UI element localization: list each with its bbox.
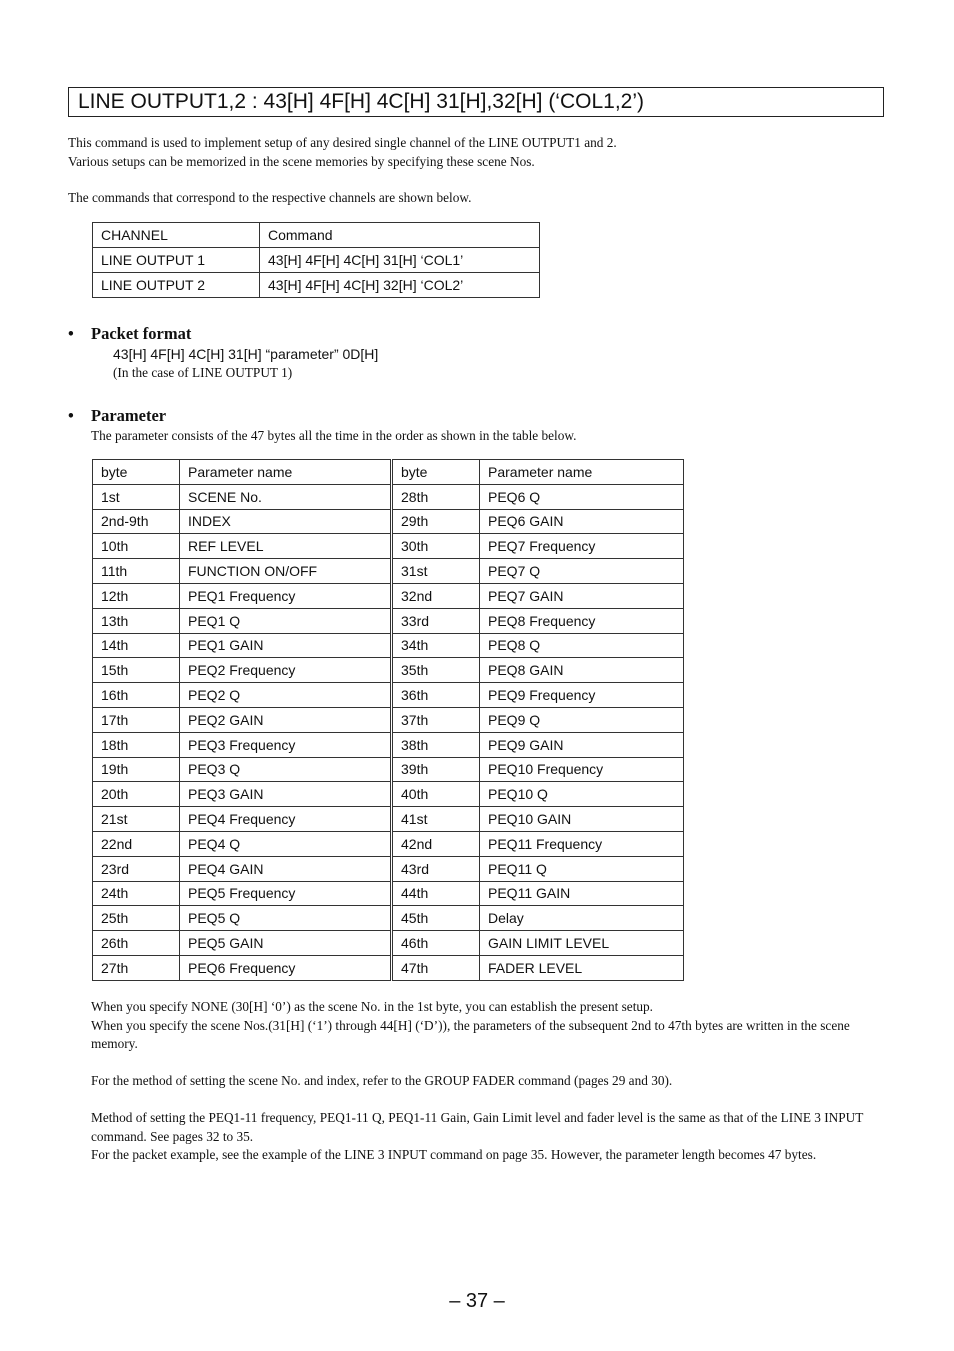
- parameter-name-cell: PEQ7 GAIN: [480, 583, 684, 608]
- parameter-name-cell: PEQ6 GAIN: [480, 509, 684, 534]
- packet-format-note: (In the case of LINE OUTPUT 1): [113, 365, 293, 380]
- byte-cell: 40th: [392, 782, 480, 807]
- note-line: For the method of setting the scene No. and index, refer to the GROUP FADER command (pages 29 and 30).: [91, 1073, 673, 1088]
- byte-cell: 32nd: [392, 583, 480, 608]
- note-line: When you specify NONE (30[H] ‘0’) as the scene No. in the 1st byte, you can establish the present setup.: [91, 999, 654, 1014]
- table-row: [93, 831, 684, 856]
- byte-cell: 14th: [93, 633, 180, 658]
- parameter-name-cell: PEQ7 Q: [480, 559, 684, 584]
- parameter-name-cell: PEQ8 GAIN: [480, 658, 684, 683]
- table-row: [93, 807, 684, 832]
- byte-cell: 1st: [93, 484, 180, 509]
- byte-cell: 36th: [392, 683, 480, 708]
- table-row: [93, 484, 684, 509]
- parameter-name-cell: PEQ9 GAIN: [480, 732, 684, 757]
- parameter-name-cell: FUNCTION ON/OFF: [180, 559, 392, 584]
- page-number: – 37 –: [449, 1290, 505, 1312]
- table-row: [93, 509, 684, 534]
- packet-format-string: 43[H] 4F[H] 4C[H] 31[H] “parameter” 0D[H]: [113, 346, 379, 362]
- command-cell: 43[H] 4F[H] 4C[H] 31[H] ‘COL1’: [260, 248, 540, 273]
- byte-cell: 15th: [93, 658, 180, 683]
- table-row: [93, 707, 684, 732]
- parameter-name-cell: PEQ11 GAIN: [480, 881, 684, 906]
- intro-line-1: This command is used to implement setup of any desired single channel of the LINE OUTPUT1 and 2.: [68, 135, 617, 150]
- bullet-point: •: [68, 406, 74, 425]
- parameter-name-cell: INDEX: [180, 509, 392, 534]
- header-parameter-name: Parameter name: [180, 460, 392, 485]
- parameter-name-cell: PEQ7 Frequency: [480, 534, 684, 559]
- table-row: [93, 955, 684, 980]
- parameter-name-cell: Delay: [480, 906, 684, 931]
- intro-text-2: The commands that correspond to the respective channels are shown below.: [68, 190, 472, 205]
- table-row: [93, 633, 684, 658]
- parameter-name-cell: PEQ5 GAIN: [180, 931, 392, 956]
- byte-cell: 17th: [93, 707, 180, 732]
- byte-cell: 21st: [93, 807, 180, 832]
- channel-cell: LINE OUTPUT 2: [93, 273, 260, 298]
- parameter-name-cell: PEQ2 GAIN: [180, 707, 392, 732]
- byte-cell: 44th: [392, 881, 480, 906]
- parameter-name-cell: PEQ3 GAIN: [180, 782, 392, 807]
- byte-cell: 30th: [392, 534, 480, 559]
- byte-cell: 11th: [93, 559, 180, 584]
- table-row: [93, 683, 684, 708]
- byte-cell: 23rd: [93, 856, 180, 881]
- parameter-name-cell: PEQ4 Q: [180, 831, 392, 856]
- note-line: When you specify the scene Nos.(31[H] (‘1’) through 44[H] (‘D’)), the parameters of the subsequent 2nd to 47th bytes are written in the scene memory.: [91, 1017, 850, 1051]
- header-channel: CHANNEL: [93, 223, 260, 248]
- scene-notes: [91, 998, 891, 1054]
- parameter-name-cell: PEQ3 Frequency: [180, 732, 392, 757]
- parameter-heading: [68, 406, 166, 426]
- command-cell: 43[H] 4F[H] 4C[H] 32[H] ‘COL2’: [260, 273, 540, 298]
- byte-cell: 31st: [392, 559, 480, 584]
- header-byte: byte: [392, 460, 480, 485]
- table-row: [93, 608, 684, 633]
- channel-cell: LINE OUTPUT 1: [93, 248, 260, 273]
- byte-cell: 12th: [93, 583, 180, 608]
- parameter-name-cell: PEQ9 Q: [480, 707, 684, 732]
- table-header-row: [93, 223, 540, 248]
- byte-cell: 47th: [392, 955, 480, 980]
- byte-cell: 28th: [392, 484, 480, 509]
- parameter-name-cell: PEQ10 Frequency: [480, 757, 684, 782]
- parameter-name-cell: PEQ10 GAIN: [480, 807, 684, 832]
- byte-cell: 43rd: [392, 856, 480, 881]
- byte-cell: 26th: [93, 931, 180, 956]
- table-row: [93, 782, 684, 807]
- bullet-point: •: [68, 324, 74, 343]
- table-row: [93, 757, 684, 782]
- byte-cell: 38th: [392, 732, 480, 757]
- byte-cell: 22nd: [93, 831, 180, 856]
- byte-cell: 25th: [93, 906, 180, 931]
- byte-cell: 39th: [392, 757, 480, 782]
- parameter-description: The parameter consists of the 47 bytes all the time in the order as shown in the table below.: [91, 428, 577, 443]
- byte-cell: 42nd: [392, 831, 480, 856]
- section-title: LINE OUTPUT1,2 : 43[H] 4F[H] 4C[H] 31[H],32[H] (‘COL1,2’): [68, 87, 884, 117]
- parameter-name-cell: PEQ1 Q: [180, 608, 392, 633]
- parameter-table: [92, 459, 684, 981]
- parameter-name-cell: PEQ6 Frequency: [180, 955, 392, 980]
- byte-cell: 37th: [392, 707, 480, 732]
- parameter-name-cell: PEQ2 Frequency: [180, 658, 392, 683]
- parameter-name-cell: PEQ1 GAIN: [180, 633, 392, 658]
- byte-cell: 34th: [392, 633, 480, 658]
- table-row: [93, 881, 684, 906]
- table-row: [93, 931, 684, 956]
- parameter-name-cell: PEQ6 Q: [480, 484, 684, 509]
- byte-cell: 35th: [392, 658, 480, 683]
- parameter-name-cell: FADER LEVEL: [480, 955, 684, 980]
- parameter-name-cell: PEQ2 Q: [180, 683, 392, 708]
- parameter-name-cell: PEQ4 GAIN: [180, 856, 392, 881]
- header-parameter-name: Parameter name: [480, 460, 684, 485]
- intro-text: [68, 134, 888, 171]
- table-row: [93, 906, 684, 931]
- table-row: [93, 856, 684, 881]
- parameter-name-cell: PEQ9 Frequency: [480, 683, 684, 708]
- byte-cell: 10th: [93, 534, 180, 559]
- byte-cell: 41st: [392, 807, 480, 832]
- packet-format-heading: [68, 324, 191, 344]
- parameter-name-cell: REF LEVEL: [180, 534, 392, 559]
- header-command: Command: [260, 223, 540, 248]
- parameter-name-cell: PEQ4 Frequency: [180, 807, 392, 832]
- parameter-name-cell: PEQ11 Frequency: [480, 831, 684, 856]
- byte-cell: 33rd: [392, 608, 480, 633]
- table-row: [93, 658, 684, 683]
- table-row: [93, 583, 684, 608]
- parameter-label: Parameter: [91, 406, 167, 425]
- table-row: [93, 534, 684, 559]
- parameter-name-cell: PEQ5 Frequency: [180, 881, 392, 906]
- byte-cell: 46th: [392, 931, 480, 956]
- parameter-name-cell: GAIN LIMIT LEVEL: [480, 931, 684, 956]
- table-row: [93, 248, 540, 273]
- parameter-name-cell: PEQ1 Frequency: [180, 583, 392, 608]
- method-notes: [91, 1109, 891, 1165]
- byte-cell: 18th: [93, 732, 180, 757]
- header-byte: byte: [93, 460, 180, 485]
- byte-cell: 13th: [93, 608, 180, 633]
- byte-cell: 27th: [93, 955, 180, 980]
- byte-cell: 19th: [93, 757, 180, 782]
- parameter-name-cell: SCENE No.: [180, 484, 392, 509]
- byte-cell: 20th: [93, 782, 180, 807]
- note-line: For the packet example, see the example of the LINE 3 INPUT command on page 35. However, the parameter length becomes 47 bytes.: [91, 1147, 817, 1162]
- parameter-name-cell: PEQ5 Q: [180, 906, 392, 931]
- parameter-name-cell: PEQ3 Q: [180, 757, 392, 782]
- channel-command-table: [92, 222, 540, 298]
- table-row: [93, 273, 540, 298]
- parameter-name-cell: PEQ11 Q: [480, 856, 684, 881]
- parameter-name-cell: PEQ8 Frequency: [480, 608, 684, 633]
- byte-cell: 29th: [392, 509, 480, 534]
- parameter-name-cell: PEQ10 Q: [480, 782, 684, 807]
- table-row: [93, 559, 684, 584]
- byte-cell: 24th: [93, 881, 180, 906]
- byte-cell: 16th: [93, 683, 180, 708]
- intro-line-2: Various setups can be memorized in the scene memories by specifying these scene Nos.: [68, 153, 535, 169]
- table-row: [93, 732, 684, 757]
- byte-cell: 45th: [392, 906, 480, 931]
- parameter-name-cell: PEQ8 Q: [480, 633, 684, 658]
- byte-cell: 2nd-9th: [93, 509, 180, 534]
- table-header-row: [93, 460, 684, 485]
- packet-format-label: Packet format: [91, 324, 192, 343]
- note-line: Method of setting the PEQ1-11 frequency, PEQ1-11 Q, PEQ1-11 Gain, Gain Limit level and fader level is the same as that of the LINE 3 INPUT command. See pages 32 to 35.: [91, 1110, 864, 1144]
